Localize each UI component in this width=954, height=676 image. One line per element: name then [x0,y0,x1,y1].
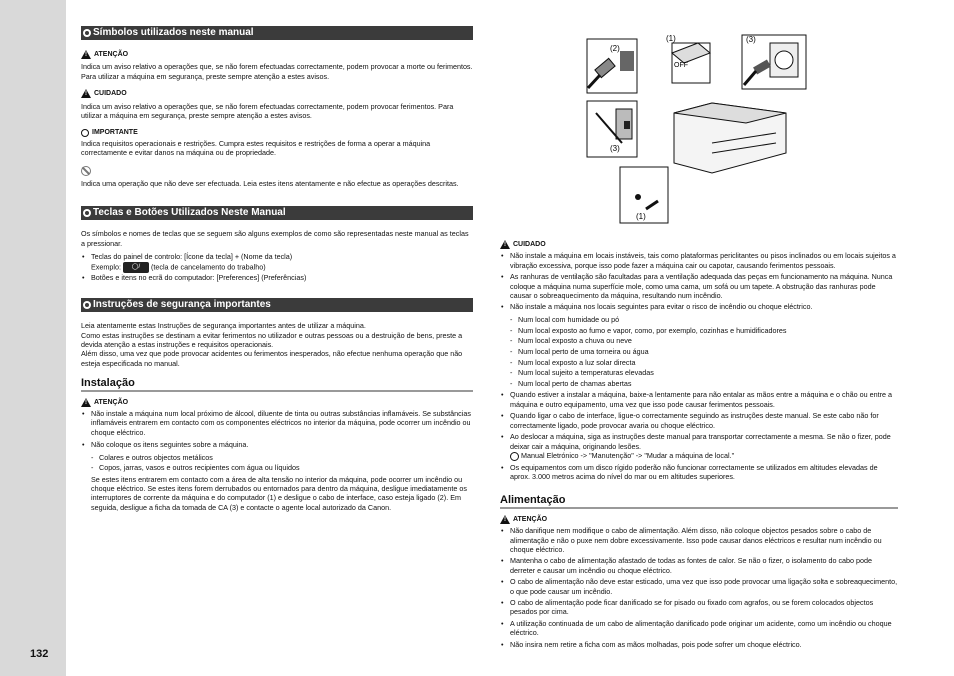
page-number: 132 [30,648,49,660]
label-cuidado: ! CUIDADO [81,89,473,98]
installation-list [81,409,473,512]
safety-p3: Além disso, uma vez que pode provocar acidentes ou ferimentos inesperados, não efectue nenhuma operação que não esteja especificada no manual. [81,349,463,368]
label-cuidado: ! CUIDADO [500,240,898,249]
section-header-symbols: Símbolos utilizados neste manual [81,26,473,40]
atencao-description: Indica um aviso relativo a operações que, se não forem efectuadas correctamente, podem provocar a morte ou ferimentos. Para utilizar a máquina em segurança, preste sempre atenção a estes avisos. [81,62,473,81]
callout-1: (1) [636,212,646,221]
bullet-icon [83,301,91,309]
warning-icon [81,398,91,407]
list-item: • Quando estiver a instalar a máquina, baixe-a lentamente para não entalar as mãos entre a máquina e o chão ou entre a máquina e outro equipamento, uma vez que isso pode causar ferimentos pessoais. [500,390,898,409]
warning-icon [500,515,510,524]
list-item: - Num local perto de chamas abertas [510,379,898,388]
callout-1: (1) [666,34,676,43]
list-item: • Não instale a máquina em locais instáveis, tais como plataformas periclitantes ou pisos inclinados ou em locais sujeitos a vibração excessiva, porque isso pode fazer a máquina cair ou capotar, causando ferimentos pessoais. [500,251,898,270]
power-list [500,526,898,649]
list-item: • Não insira nem retire a ficha com as mãos molhadas, pois pode sofrer um choque eléctrico. [500,640,898,649]
stop-key-icon: ◯/ [123,262,149,273]
safety-p2: Como estas instruções se destinam a evitar ferimentos no utilizador e outras pessoas ou a destruição de bens, preste a devida atenção a estas instruções e requisitos operacionais. [81,330,463,349]
off-label: OFF [674,62,688,69]
subsection-installation: Instalação [81,379,473,391]
installation-note: Se estes itens entrarem em contacto com a área de alta tensão no interior da máquina, pode ocorrer um incêndio ou choque eléctrico. Se estes itens forem derrubados ou entornados para dentro da máquina, desligue imediatamente os interruptores de corrente da máquina e do computador (1) e desligue o cabo de interface, caso esteja ligado (2). Em seguida, desligue a ficha da tomada de CA (3) e contacte o agente local autorizado da Canon. [91,474,467,512]
section-header-keys: Teclas e Botões Utilizados Neste Manual [81,206,473,220]
list-item: • Ao deslocar a máquina, siga as instruções deste manual para transportar correctamente a mesma. Se não o fizer, pode deixar cair a máquina, originando lesões. Manual Eletrónico -> "Manutenção" -> "Mudar a máquina de local." [500,432,898,460]
list-item: • Quando ligar o cabo de interface, ligue-o correctamente seguindo as instruções deste manual. Se este cabo não for correctamente ligado, pode provocar avaria ou choque eléctrico. [500,411,898,430]
list-item: • As ranhuras de ventilação são facultadas para a ventilação adequada das peças em funcionamento na máquina. Nunca coloque a máquina numa superfície mole, como uma cama, um sofá ou um tapete. A obstrução das ranhuras pode causar o sobreaquecimento da máquina, resultando num incêndio. [500,272,898,300]
manual-reference-icon [510,452,519,461]
port-hole-icon [624,121,630,129]
prohibited-description: Indica uma operação que não deve ser efectuada. Leia estes itens atentamente e não efectue as operações descritas. [81,179,459,189]
list-item: • Não coloque os itens seguintes sobre a máquina. - Colares e outros objectos metálicos - Copos, jarras, vasos e outros recipientes com água ou líquidos Se estes itens entrarem em contacto com a área de alta tensão no interior da máquina, pode ocorrer um incêndio ou choque eléctrico. Se estes itens forem derrubados ou entornados para dentro da máquina, desligue imediatamente os interruptores de corrente da máquina e do computador (1) e desligue o cabo de interface, caso esteja ligado (2). Em seguida, desligue a ficha da tomada de CA (3) e contacte o agente local autorizado da Canon. [81,440,473,512]
callout-3: (3) [610,144,620,153]
location-list [510,315,898,389]
left-column [81,26,473,512]
list-item: - Num local perto de uma torneira ou água [510,347,898,356]
list-item: • O cabo de alimentação não deve estar esticado, uma vez que isso pode provocar uma ligação solta e sobreaquecimento, o que pode causar um incêndio. [500,577,898,596]
bullet-icon [83,209,91,217]
list-item: • Não danifique nem modifique o cabo de alimentação. Além disso, não coloque objectos pesados sobre o cabo de alimentação e não o puxe nem dobre excessivamente. Isso pode causar danos eléctricos e resultar num incêndio ou choque eléctrico. [500,526,898,554]
callout-2: (2) [610,44,620,53]
list-item: - Num local sujeito a temperaturas elevadas [510,368,898,377]
list-item: • A utilização continuada de um cabo de alimentação danificado pode originar um acidente, como um incêndio ou choque eléctrico. [500,619,898,638]
list-item: • Teclas do painel de controlo: [Ícone da tecla] + (Nome da tecla) Exemplo: ◯/ (tecla de cancelamento do trabalho) [81,252,473,272]
cuidado-description: Indica um aviso relativo a operações que, se não forem efectuadas correctamente, podem provocar ferimentos. Para utilizar a máquina em segurança, preste sempre atenção a estes avisos. [81,101,454,121]
right-column [500,240,898,649]
subsection-power: Alimentação [500,496,898,508]
label-atencao: ! ATENÇÃO [500,515,898,524]
keys-intro: Os símbolos e nomes de teclas que se seguem são alguns exemplos de como são representadas neste manual as teclas a pressionar. [81,229,469,248]
prohibited-icon [81,166,91,176]
list-item: - Num local exposto a luz solar directa [510,358,898,367]
label-importante: IMPORTANTE [81,128,473,137]
list-item: • Botões e itens no ecrã do computador: [Preferences] (Preferências) [81,273,473,282]
list-item: • Os equipamentos com um disco rígido poderão não funcionar correctamente se utilizados em altitudes elevadas de aprox. 3.000 metros acima do nível do mar ou em altitudes superiores. [500,463,898,482]
list-item: - Copos, jarras, vasos e outros recipientes com água ou líquidos [91,463,473,472]
port-icon [620,51,634,71]
importante-description: Indica requisitos operacionais e restrições. Cumpra estes requisitos e restrições de forma a operar a máquina correctamente e evitar danos na máquina ou de propriedade. [81,138,431,158]
machine-illustration [586,33,902,233]
important-icon [81,129,89,137]
list-item: • O cabo de alimentação pode ficar danificado se for pisado ou fixado com agrafos, ou se forem colocados objectos pesados por cima. [500,598,898,617]
list-item: - Num local com humidade ou pó [510,315,898,324]
warning-icon [81,89,91,98]
keys-list [81,252,473,282]
power-button-icon [635,194,641,200]
warning-icon [500,240,510,249]
label-atencao: ! ATENÇÃO [81,50,473,59]
label-atencao: ! ATENÇÃO [81,398,473,407]
callout-3: (3) [746,35,756,44]
list-item: • Não instale a máquina nos locais seguintes para evitar o risco de incêndio ou choque eléctrico. - Num local com humidade ou pó - Num local exposto ao fumo e vapor, como, por exemplo, cozinhas e humidificadores - Num local exposto a chuva ou neve - Num local perto de uma torneira ou água - Num local exposto a luz solar directa - Num local sujeito a temperaturas elevadas - Num local perto de chamas abertas [500,302,898,388]
safety-p1: Leia atentamente estas Instruções de segurança importantes antes de utilizar a máquina. [81,321,366,331]
socket-icon [775,51,793,69]
list-item: - Colares e outros objectos metálicos [91,453,473,462]
list-item: • Não instale a máquina num local próximo de álcool, diluente de tinta ou outras substâncias inflamáveis. Se substâncias inflamáveis entrarem em contacto com os componentes eléctricos no interior da máquina, pode ocorrer um incêndio ou choque eléctrico. [81,409,473,437]
page-gutter [0,0,66,676]
list-item: - Num local exposto a chuva ou neve [510,336,898,345]
warning-icon [81,50,91,59]
list-item: • Mantenha o cabo de alimentação afastado de todas as fontes de calor. Se não o fizer, o isolamento do cabo pode derreter e causar um incêndio ou choque eléctrico. [500,556,898,575]
cuidado-list [500,251,898,481]
section-header-safety: Instruções de segurança importantes [81,298,473,312]
bullet-icon [83,29,91,37]
list-item: - Num local exposto ao fumo e vapor, como, por exemplo, cozinhas e humidificadores [510,326,898,335]
